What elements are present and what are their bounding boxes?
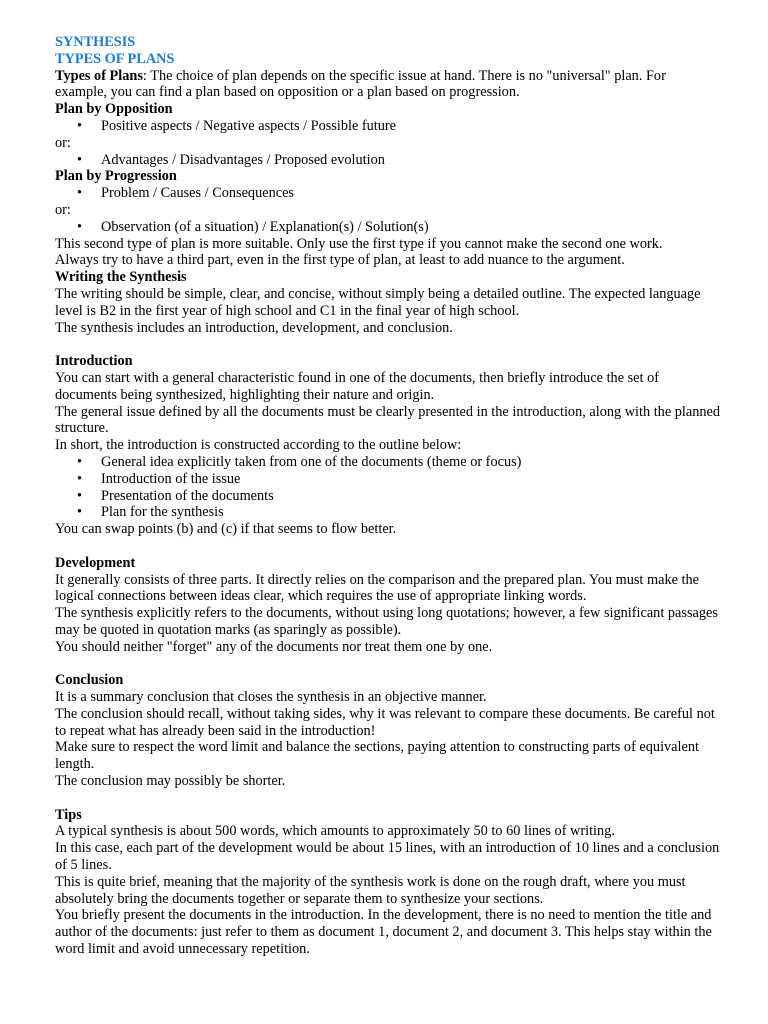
development-paragraph-3: You should neither "forget" any of the documents nor treat them one by one.	[55, 638, 493, 655]
conclusion-paragraph-2: The conclusion should recall, without taking sides, why it was relevant to compare these documents. Be careful not to repeat what has already been said in the introduction!	[55, 705, 715, 739]
development-heading: Development	[55, 554, 136, 571]
document-page	[55, 34, 720, 958]
section-spacer	[55, 336, 720, 353]
plan-progression-list-2	[55, 219, 720, 236]
section-spacer	[55, 790, 720, 807]
introduction-paragraph-3: In short, the introduction is constructed according to the outline below:	[55, 437, 462, 454]
bullet-icon: •	[77, 470, 83, 487]
conclusion-paragraph-4: The conclusion may possibly be shorter.	[55, 773, 286, 790]
tips-paragraph-3: This is quite brief, meaning that the majority of the synthesis work is done on the rough draft, where you must absolutely bring the documents together or separate them to synthesize your sections.	[55, 873, 686, 907]
document-title: SYNTHESIS	[55, 34, 136, 50]
plan-progression-heading: Plan by Progression	[55, 168, 177, 185]
conclusion-paragraph-3: Make sure to respect the word limit and balance the sections, paying attention to constructing parts of equivalent length.	[55, 739, 699, 773]
bullet-icon: •	[77, 185, 83, 202]
list-item: • Positive aspects / Negative aspects / Possible future	[77, 117, 397, 134]
types-of-plans-text: : The choice of plan depends on the specific issue at hand. There is no "universal" plan. For example, you can find a plan based on opposition or a plan based on progression.	[55, 67, 666, 101]
conclusion-paragraph-1: It is a summary conclusion that closes the synthesis in an objective manner.	[55, 689, 487, 706]
writing-heading: Writing the Synthesis	[55, 269, 187, 286]
plan-note-1: This second type of plan is more suitable. Only use the first type if you cannot make the second one work.	[55, 235, 663, 252]
plan-opposition-list-2	[55, 152, 720, 169]
types-of-plans-paragraph	[55, 68, 720, 102]
plan-opposition-or: or:	[55, 134, 71, 151]
writing-paragraph-1: The writing should be simple, clear, and concise, without simply being a detailed outline. The expected language level is B2 in the first year of high school and C1 in the final year of high school.	[55, 285, 701, 319]
writing-paragraph-2: The synthesis includes an introduction, development, and conclusion.	[55, 319, 453, 336]
list-item: • Presentation of the documents	[77, 487, 274, 504]
types-of-plans-label: Types of Plans	[55, 67, 143, 84]
introduction-outline-list	[55, 454, 720, 521]
list-item: • Advantages / Disadvantages / Proposed evolution	[77, 151, 385, 168]
bullet-icon: •	[77, 504, 83, 521]
conclusion-heading: Conclusion	[55, 672, 124, 689]
introduction-heading: Introduction	[55, 353, 133, 370]
document-subtitle: TYPES OF PLANS	[55, 50, 175, 67]
list-item: • Problem / Causes / Consequences	[77, 185, 294, 202]
development-paragraph-1: It generally consists of three parts. It directly relies on the comparison and the prepared plan. You must make the logical connections between ideas clear, which requires the use of appropriate linking words.	[55, 571, 699, 605]
bullet-icon: •	[77, 117, 83, 134]
plan-progression-or: or:	[55, 201, 71, 218]
introduction-paragraph-4: You can swap points (b) and (c) if that seems to flow better.	[55, 521, 397, 538]
bullet-icon: •	[77, 487, 83, 504]
section-spacer	[55, 655, 720, 672]
bullet-icon: •	[77, 453, 83, 470]
introduction-paragraph-2: The general issue defined by all the documents must be clearly presented in the introduction, along with the planned structure.	[55, 403, 721, 437]
plan-note-2: Always try to have a third part, even in the first type of plan, at least to add nuance to the argument.	[55, 252, 625, 269]
list-item: • Introduction of the issue	[77, 470, 241, 487]
bullet-icon: •	[77, 151, 83, 168]
list-item: • General idea explicitly taken from one of the documents (theme or focus)	[77, 453, 522, 470]
tips-paragraph-2: In this case, each part of the development would be about 15 lines, with an introduction of 10 lines and a conclusion of 5 lines.	[55, 840, 720, 874]
list-item: • Observation (of a situation) / Explanation(s) / Solution(s)	[77, 218, 429, 235]
plan-progression-list-1	[55, 185, 720, 202]
plan-opposition-list-1	[55, 118, 720, 135]
section-spacer	[55, 538, 720, 555]
bullet-icon: •	[77, 218, 83, 235]
development-paragraph-2: The synthesis explicitly refers to the documents, without using long quotations; however, a few significant passages may be quoted in quotation marks (as sparingly as possible).	[55, 605, 718, 638]
tips-paragraph-4: You briefly present the documents in the introduction. In the development, there is no need to mention the title and author of the documents: just refer to them as document 1, document 2, and document 3. This helps stay within the word limit and avoid unnecessary repetition.	[55, 907, 712, 958]
tips-heading: Tips	[55, 806, 82, 823]
plan-opposition-heading: Plan by Opposition	[55, 101, 173, 118]
list-item: • Plan for the synthesis	[77, 504, 224, 521]
introduction-paragraph-1: You can start with a general characteristic found in one of the documents, then briefly introduce the set of documents being synthesized, highlighting their nature and origin.	[55, 369, 659, 403]
tips-paragraph-1: A typical synthesis is about 500 words, which amounts to approximately 50 to 60 lines of writing.	[55, 823, 615, 840]
